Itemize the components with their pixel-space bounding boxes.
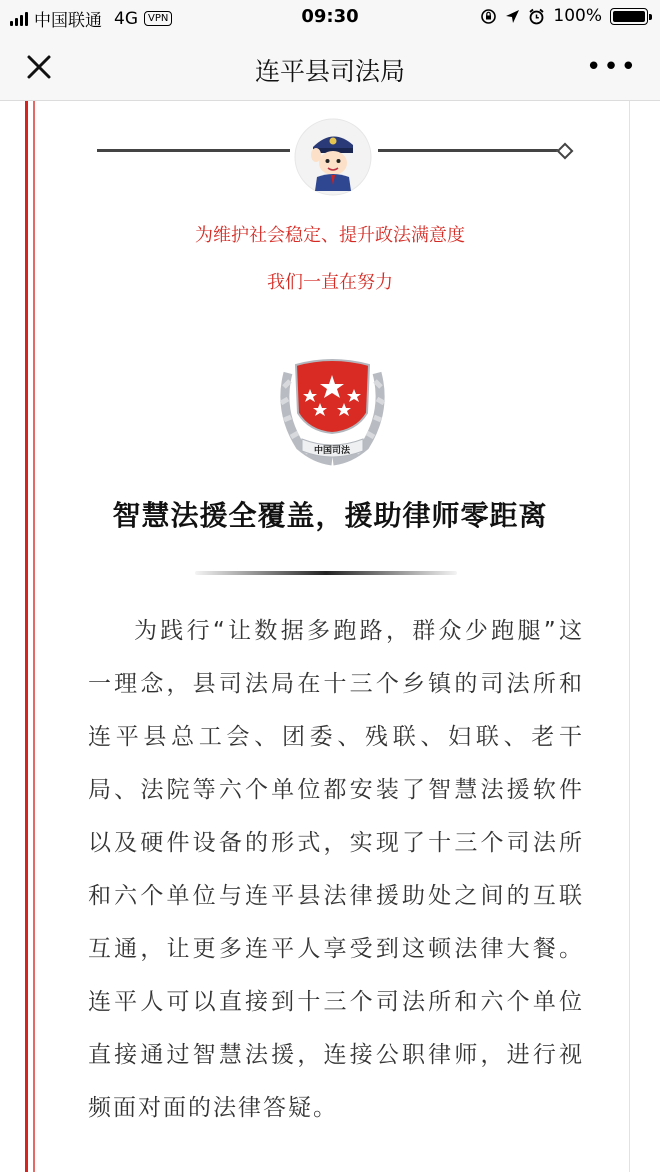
- emblem-label: 中国司法: [313, 446, 351, 456]
- more-menu-button[interactable]: •••: [585, 52, 638, 82]
- status-bar: [0, 0, 660, 34]
- network-label: 4G: [114, 8, 138, 29]
- header-divider-left: [97, 149, 290, 152]
- china-justice-emblem: [260, 351, 405, 471]
- title-underline: [195, 571, 457, 575]
- status-time: 09:30: [301, 6, 359, 27]
- status-right: [480, 6, 648, 26]
- vpn-badge: VPN: [144, 11, 172, 26]
- nav-bar: [0, 34, 660, 101]
- article-title: 智慧法援全覆盖，援助律师零距离: [112, 499, 548, 532]
- rotation-lock-icon: [480, 8, 497, 25]
- article-body: 为践行“让数据多跑路，群众少跑腿”这一理念，县司法局在十三个乡镇的司法所和连平县总工会、团委、残联、妇联、老干局、法院等六个单位都安装了智慧法援软件以及硬件设备的形式，实现了十三个司法所和六个单位与连平县法律援助处之间的互联互通，让更多连平人享受到这顿法律大餐。连平人可以直接到十三个司法所和六个单位直接通过智慧法援，连接公职律师，进行视频面对面的法律答疑。: [88, 618, 584, 1121]
- article-content[interactable]: [0, 101, 660, 1172]
- left-red-border: [25, 101, 28, 1172]
- battery-percent: 100%: [553, 6, 602, 26]
- right-border: [629, 101, 630, 1172]
- header-divider-right: [378, 149, 558, 152]
- slogan-line-2: 我们一直在努力: [267, 272, 393, 293]
- alarm-icon: [528, 8, 545, 25]
- left-red-border-inner: [33, 101, 35, 1172]
- police-mascot-avatar: [293, 117, 373, 197]
- page-title: 连平县司法局: [254, 57, 405, 86]
- battery-icon: [610, 8, 648, 25]
- slogan-line-1: 为维护社会稳定、提升政法满意度: [195, 225, 465, 246]
- diamond-ornament-icon: [557, 143, 574, 160]
- location-icon: [505, 9, 520, 24]
- carrier-label: 中国联通: [34, 11, 102, 31]
